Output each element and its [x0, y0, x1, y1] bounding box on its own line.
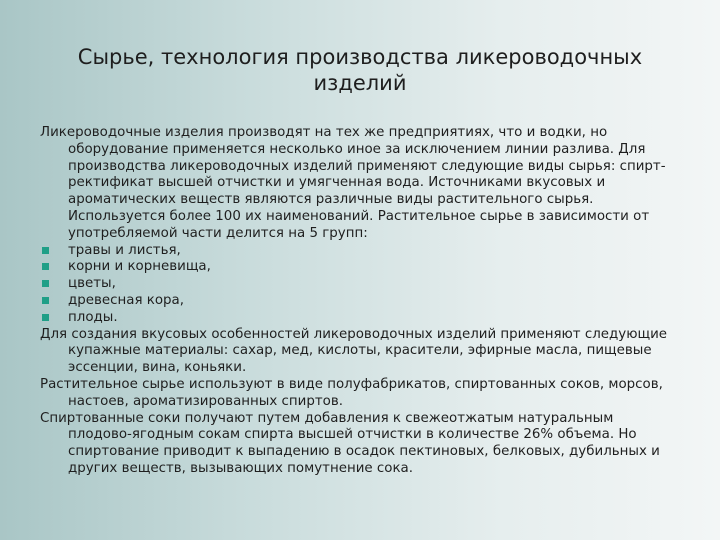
title-line-1: Сырье, технология производства ликероводочных — [77, 45, 643, 69]
group-item-4 — [40, 293, 680, 310]
bullet-square-icon — [42, 314, 49, 321]
bullet-square-icon — [42, 247, 49, 254]
group-item-label: цветы, — [68, 276, 116, 292]
slide-title — [60, 44, 660, 96]
group-item-label: корни и корневища, — [68, 259, 211, 275]
group-item-label: древесная кора, — [68, 292, 185, 308]
bullet-square-icon — [42, 297, 49, 304]
slide-body — [40, 125, 680, 478]
bullet-square-icon — [42, 280, 49, 287]
bullet-square-icon — [42, 263, 49, 270]
group-item-3 — [40, 276, 680, 293]
semi-products-paragraph: Растительное сырье используют в виде полуфабрикатов, спиртованных соков, морсов, настоев, ароматизированных спиртов. — [40, 376, 663, 409]
blending-materials-paragraph: Для создания вкусовых особенностей ликероводочных изделий применяют следующие купажные материалы: сахар, мед, кислоты, красители, эфирные масла, пищевые эссенции, вина, коньяки. — [40, 326, 668, 376]
group-item-label: травы и листья, — [68, 242, 181, 258]
juices-paragraph: Спиртованные соки получают путем добавления к свежеотжатым натуральным плодово-ягодным сокам спирта высшей отчистки в количестве 26% объема. Но спиртование приводит к выпадению в осадок пектиновых, белковых, дубильных и других веществ, вызывающих помутнение сока. — [40, 410, 660, 476]
title-line-2: изделий — [313, 71, 407, 95]
group-item-2 — [40, 259, 680, 276]
group-item-5 — [40, 310, 680, 327]
group-item-1 — [40, 243, 680, 260]
group-item-label: плоды. — [68, 309, 118, 325]
intro-paragraph: Ликероводочные изделия производят на тех же предприятиях, что и водки, но оборудование применяется несколько иное за исключением линии разлива. Для производства ликероводочных изделий применяют следующие виды сырья: спирт-ректификат высшей отчистки и умягченная вода. Источниками вкусовых и ароматических веществ являются различные виды растительного сырья. Используется более 100 их наименований. Растительное сырье в зависимости от употребляемой части делится на 5 групп: — [40, 125, 666, 241]
